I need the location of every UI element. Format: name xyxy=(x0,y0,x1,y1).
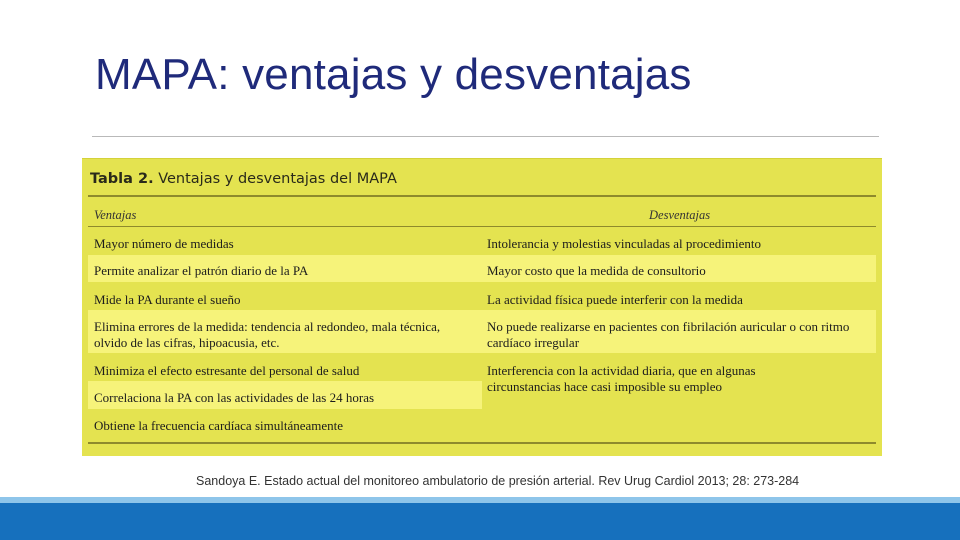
desventaja-item: Interferencia con la actividad diaria, que en algunas circunstancias hace casi imposible su empleo xyxy=(487,363,756,394)
title-divider xyxy=(92,136,879,137)
ventaja-item: Elimina errores de la medida: tendencia al redondeo, mala técnica, olvido de las cifras, hipoacusia, etc. xyxy=(94,319,441,350)
table-bottom-rule xyxy=(88,442,876,444)
ventaja-item: Mayor número de medidas xyxy=(94,236,234,251)
ventaja-item: Mide la PA durante el sueño xyxy=(94,292,241,307)
desventaja-item: No puede realizarse en pacientes con fibrilación auricular o con ritmo cardíaco irregular xyxy=(487,319,850,350)
ventaja-item: Correlaciona la PA con las actividades de las 24 horas xyxy=(94,390,375,405)
ventaja-item: Permite analizar el patrón diario de la PA xyxy=(94,263,309,278)
desventaja-item: La actividad física puede interferir con la medida xyxy=(487,292,743,307)
table-top-rule xyxy=(88,195,876,197)
desventaja-item: Intolerancia y molestias vinculadas al procedimiento xyxy=(487,236,761,251)
column-header-desventajas: Desventajas xyxy=(649,208,711,222)
footer-citation: Sandoya E. Estado actual del monitoreo ambulatorio de presión arterial. Rev Urug Cardiol 2013; 28: 273-284 xyxy=(196,474,800,488)
ventaja-item: Obtiene la frecuencia cardíaca simultáneamente xyxy=(94,418,344,433)
ventaja-item: Minimiza el efecto estresante del personal de salud xyxy=(94,363,360,378)
table-caption-text: Ventajas y desventajas del MAPA xyxy=(153,171,397,187)
table-caption xyxy=(90,171,397,187)
slide-title: MAPA: ventajas y desventajas xyxy=(95,50,692,99)
ventajas-desventajas-table xyxy=(82,158,882,456)
table-caption-label: Tabla 2. xyxy=(90,171,154,187)
desventaja-item: Mayor costo que la medida de consultorio xyxy=(487,263,706,278)
column-header-ventajas: Ventajas xyxy=(94,208,137,222)
footer-bar xyxy=(0,503,960,540)
header-rule xyxy=(88,226,876,227)
